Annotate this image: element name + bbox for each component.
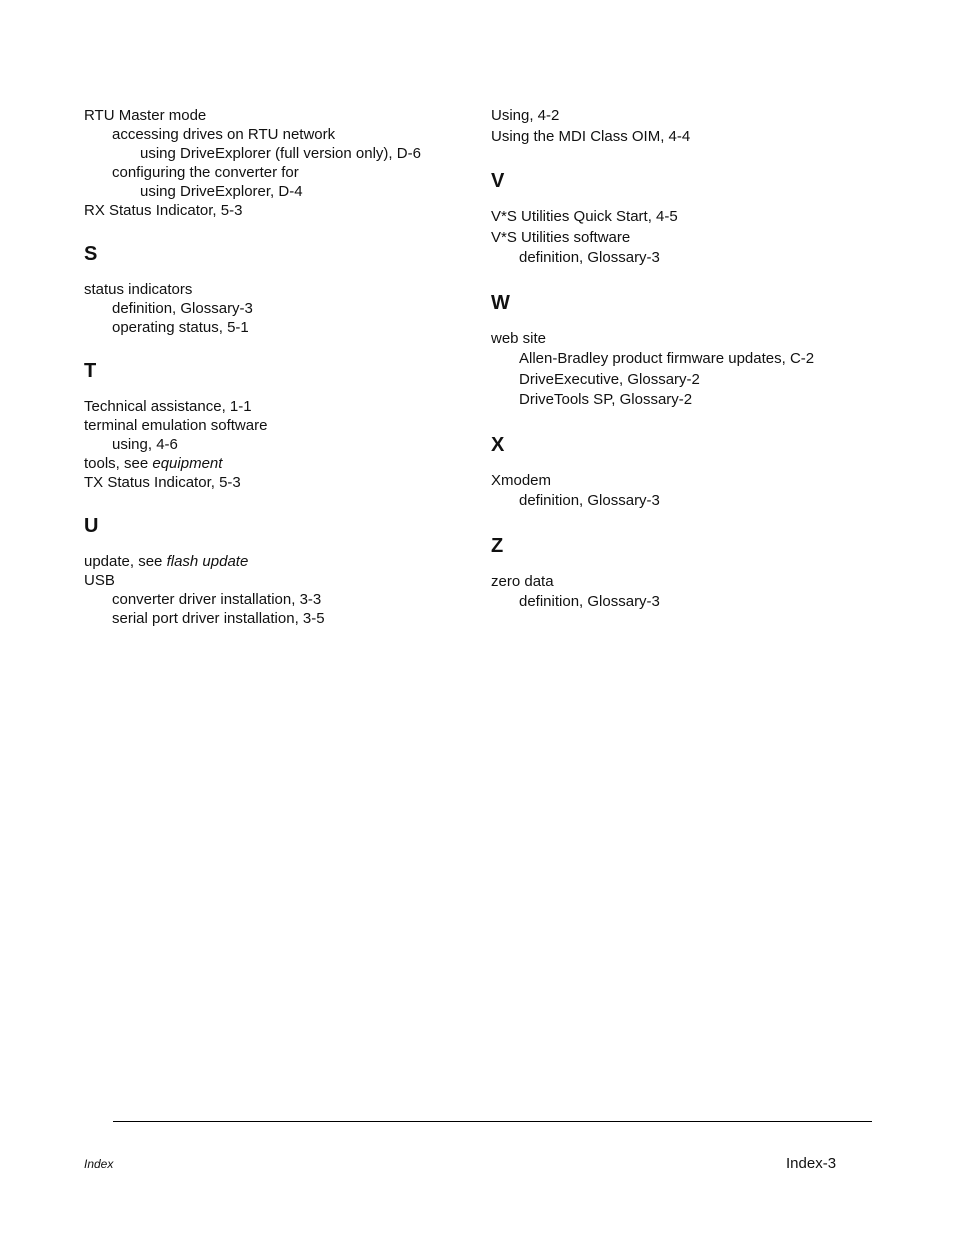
index-entry: Using, 4-2 <box>491 107 560 124</box>
index-entry: V*S Utilities software <box>491 228 631 246</box>
index-entry: Using the MDI Class OIM, 4-4 <box>491 127 691 145</box>
index-entry: USB <box>84 572 115 589</box>
see-reference: equipment <box>152 455 223 472</box>
index-letter-t: T <box>84 360 97 382</box>
index-subentry: definition, Glossary-3 <box>112 300 253 317</box>
index-subentry: DriveTools SP, Glossary-2 <box>519 391 693 408</box>
index-entry-update <box>84 552 464 571</box>
index-column-right <box>491 106 891 613</box>
index-subentry: operating status, 5-1 <box>112 319 249 336</box>
index-entry: RX Status Indicator, 5-3 <box>84 202 243 219</box>
entry-text: tools, see <box>84 455 153 472</box>
index-entry: web site <box>491 329 547 347</box>
index-subentry: DriveExecutive, Glossary-2 <box>519 370 700 388</box>
footer-rule <box>113 1121 872 1122</box>
index-subentry: Allen-Bradley product firmware updates, C-2 <box>519 350 815 367</box>
index-subentry: converter driver installation, 3-3 <box>112 591 322 608</box>
index-subsubentry: using DriveExplorer, D-4 <box>140 183 303 200</box>
index-subentry: accessing drives on RTU network <box>112 126 336 143</box>
footer-section-label: Index <box>84 1157 114 1171</box>
index-subentry: definition, Glossary-3 <box>519 492 660 509</box>
index-letter-s: S <box>84 243 98 265</box>
index-entry: terminal emulation software <box>84 417 268 434</box>
index-letter-w: W <box>491 291 510 314</box>
index-subentry: configuring the converter for <box>112 164 299 181</box>
index-entry-tools <box>84 454 464 473</box>
see-reference: flash update <box>166 553 249 570</box>
index-subentry: definition, Glossary-3 <box>519 593 660 610</box>
index-column-left <box>84 106 464 628</box>
index-entry: Technical assistance, 1-1 <box>84 398 252 415</box>
index-letter-x: X <box>491 433 505 456</box>
footer-page-number: Index-3 <box>786 1155 837 1172</box>
index-entry: status indicators <box>84 281 193 298</box>
index-subentry: using, 4-6 <box>112 436 178 453</box>
index-entry: Xmodem <box>491 471 552 489</box>
index-letter-u: U <box>84 515 99 537</box>
index-subsubentry: using DriveExplorer (full version only), D-6 <box>140 145 421 162</box>
index-entry: zero data <box>491 572 554 590</box>
index-subentry: serial port driver installation, 3-5 <box>112 610 325 627</box>
index-entry: RTU Master mode <box>84 107 207 124</box>
index-entry: TX Status Indicator, 5-3 <box>84 474 241 491</box>
index-letter-z: Z <box>491 534 504 557</box>
entry-text: update, see <box>84 553 167 570</box>
index-letter-v: V <box>491 170 505 192</box>
index-entry: V*S Utilities Quick Start, 4-5 <box>491 208 678 225</box>
index-subentry: definition, Glossary-3 <box>519 249 660 266</box>
